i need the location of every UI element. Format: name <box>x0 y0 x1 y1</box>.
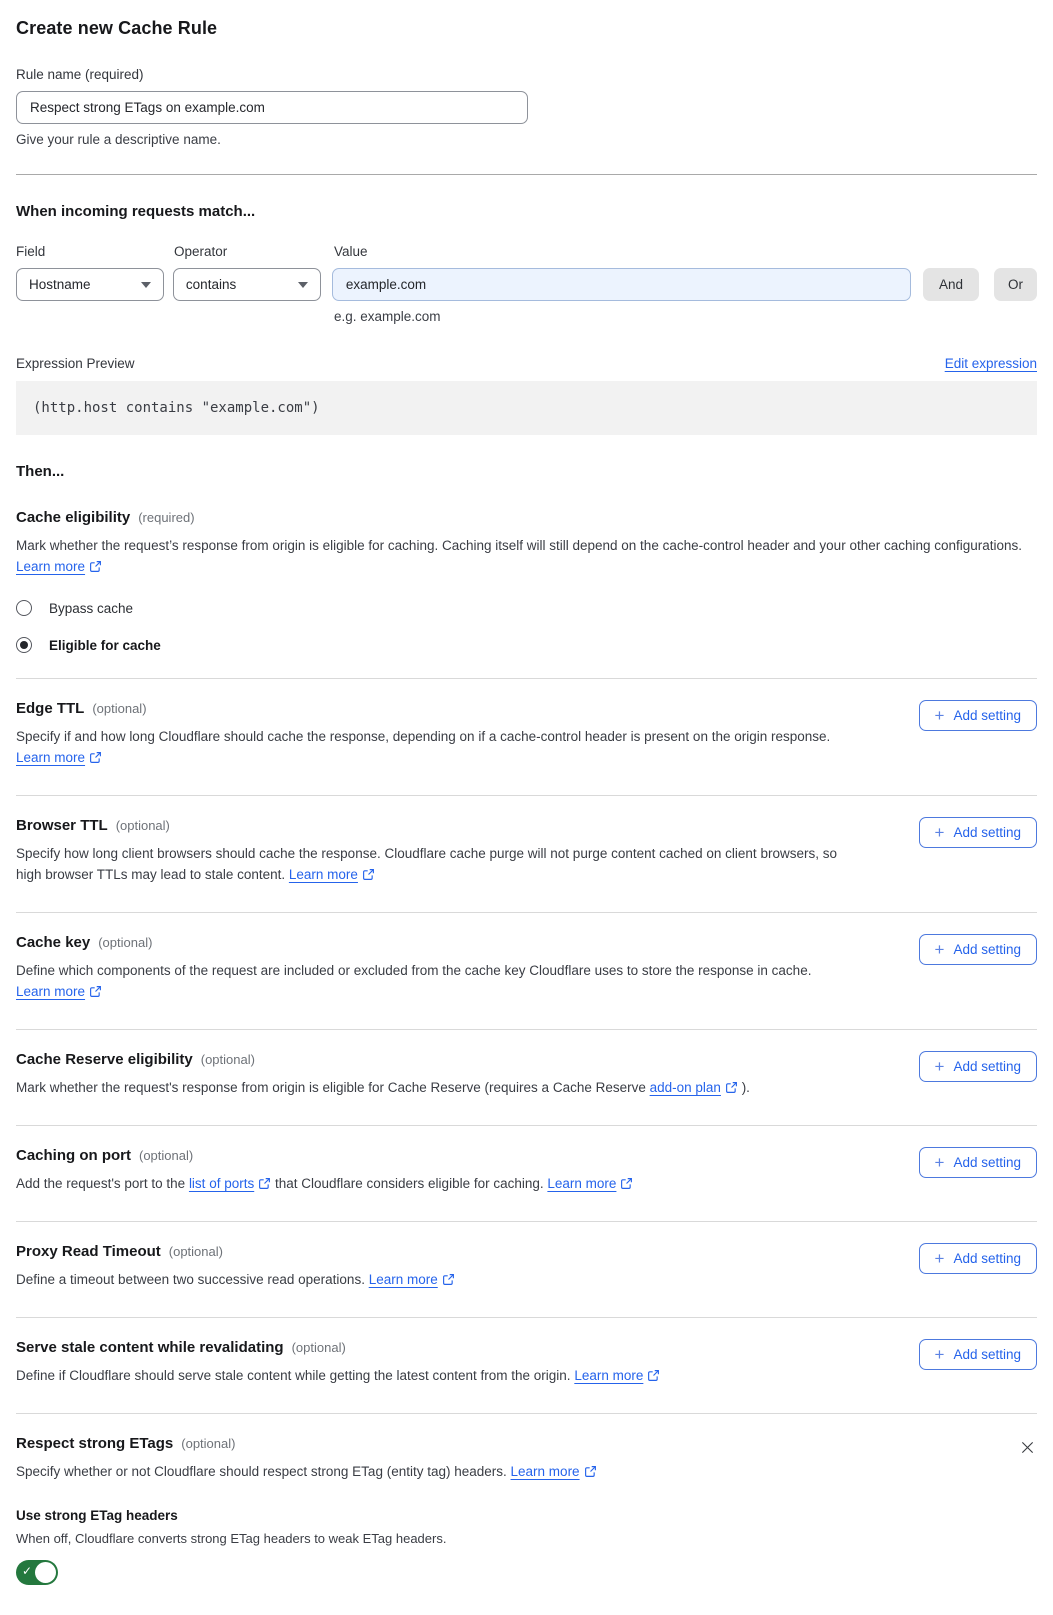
value-label: Value <box>334 244 368 259</box>
toggle-knob <box>35 1562 56 1583</box>
external-link-icon <box>89 985 102 998</box>
add-setting-label: Add setting <box>953 1059 1021 1074</box>
etag-optional-tag: (optional) <box>181 1436 236 1451</box>
setting-title: Caching on port <box>16 1147 131 1164</box>
cache-eligibility-description <box>16 535 1028 577</box>
plus-icon: + <box>934 1249 945 1268</box>
add-setting-button[interactable] <box>919 1051 1037 1082</box>
then-heading: Then... <box>16 463 65 480</box>
settings-list <box>16 678 1037 1414</box>
cache-eligibility-title: Cache eligibility <box>16 509 131 526</box>
strong-etag-toggle[interactable] <box>16 1560 58 1585</box>
operator-select[interactable] <box>173 268 321 301</box>
rule-name-helper: Give your rule a descriptive name. <box>16 132 221 147</box>
setting-description: Add the request's port to the list of ports that Cloudflare considers eligible for caching. Learn more <box>16 1173 633 1194</box>
plus-icon: + <box>934 823 945 842</box>
setting-row <box>16 796 1037 913</box>
plus-icon: + <box>934 940 945 959</box>
add-setting-label: Add setting <box>953 1155 1021 1170</box>
add-setting-label: Add setting <box>953 825 1021 840</box>
add-setting-button[interactable] <box>919 934 1037 965</box>
external-link-icon <box>258 1177 271 1190</box>
and-button[interactable]: And <box>923 268 979 301</box>
cache-eligibility-description-text: Mark whether the request’s response from origin is eligible for caching. Caching itself will still depend on the cache-control header and your other caching configurations. <box>16 538 1023 553</box>
setting-title: Browser TTL <box>16 817 108 834</box>
eligible-for-cache-radio[interactable] <box>16 637 1037 653</box>
expression-preview-label: Expression Preview <box>16 356 135 371</box>
setting-optional-tag: (optional) <box>139 1148 194 1163</box>
external-link-icon <box>89 751 102 764</box>
external-link-icon <box>442 1273 455 1286</box>
close-button[interactable] <box>1018 1438 1037 1460</box>
operator-select-value: contains <box>185 277 237 292</box>
add-setting-button[interactable] <box>919 817 1037 848</box>
setting-title: Cache key <box>16 934 91 951</box>
setting-description: Mark whether the request's response from origin is eligible for Cache Reserve (requires a Cache Reserve add-on plan ). <box>16 1080 750 1095</box>
setting-row <box>16 1222 1037 1318</box>
setting-title: Proxy Read Timeout <box>16 1243 161 1260</box>
setting-description: Define a timeout between two successive read operations. Learn more <box>16 1269 455 1290</box>
setting-optional-tag: (optional) <box>291 1340 346 1355</box>
external-link-icon <box>89 560 102 573</box>
setting-row <box>16 1030 1037 1126</box>
add-setting-label: Add setting <box>953 1251 1021 1266</box>
learn-more-link[interactable]: Learn more <box>368 1272 438 1287</box>
setting-optional-tag: (optional) <box>92 701 147 716</box>
match-labels <box>16 244 1037 259</box>
expression-code: (http.host contains "example.com") <box>16 381 1037 435</box>
external-link-icon <box>584 1465 597 1478</box>
setting-title: Serve stale content while revalidating <box>16 1339 284 1356</box>
rule-name-label: Rule name (required) <box>16 67 144 82</box>
value-helper: e.g. example.com <box>334 309 441 324</box>
setting-description: Define if Cloudflare should serve stale content while getting the latest content from the origin. Learn more <box>16 1365 660 1386</box>
setting-optional-tag: (optional) <box>98 935 153 950</box>
edit-expression-link[interactable]: Edit expression <box>944 356 1037 371</box>
learn-more-link[interactable]: Learn more <box>16 559 86 574</box>
learn-more-link[interactable]: Learn more <box>16 750 86 765</box>
radio-icon <box>16 637 32 653</box>
setting-optional-tag: (optional) <box>115 818 170 833</box>
match-heading: When incoming requests match... <box>16 203 256 220</box>
learn-more-link[interactable]: Learn more <box>547 1176 617 1191</box>
setting-title: Edge TTL <box>16 700 85 717</box>
learn-more-link[interactable]: Learn more <box>574 1368 644 1383</box>
add-setting-label: Add setting <box>953 942 1021 957</box>
page-title: Create new Cache Rule <box>16 18 218 38</box>
divider <box>16 174 1037 175</box>
field-select[interactable] <box>16 268 164 301</box>
setting-row <box>16 1126 1037 1222</box>
setting-title: Cache Reserve eligibility <box>16 1051 193 1068</box>
match-row <box>16 268 1037 301</box>
plus-icon: + <box>934 1153 945 1172</box>
setting-description: Define which components of the request are included or excluded from the cache key Cloudflare uses to store the response in cache. Learn more <box>16 963 812 999</box>
setting-optional-tag: (optional) <box>168 1244 223 1259</box>
etag-toggle-help: When off, Cloudflare converts strong ETag headers to weak ETag headers. <box>16 1531 447 1546</box>
learn-more-link[interactable]: Learn more <box>16 984 86 999</box>
radio-label: Eligible for cache <box>49 637 161 653</box>
external-link-icon <box>725 1081 738 1094</box>
etag-description <box>16 1461 597 1482</box>
learn-more-link[interactable]: Learn more <box>288 867 358 882</box>
learn-more-link[interactable]: list of ports <box>188 1176 255 1191</box>
cache-eligibility-options <box>16 600 1037 653</box>
etag-title: Respect strong ETags <box>16 1435 174 1452</box>
add-setting-button[interactable] <box>919 700 1037 731</box>
learn-more-link[interactable]: add-on plan <box>649 1080 721 1095</box>
setting-description: Specify how long client browsers should cache the response. Cloudflare cache purge will not purge content cached on client browsers, so high browser TTLs may lead to stale content. Learn more <box>16 846 837 882</box>
add-setting-button[interactable] <box>919 1243 1037 1274</box>
plus-icon: + <box>934 1345 945 1364</box>
respect-strong-etags-section <box>16 1414 1037 1585</box>
add-setting-label: Add setting <box>953 708 1021 723</box>
rule-name-input[interactable] <box>16 91 528 124</box>
setting-row <box>16 913 1037 1030</box>
value-input[interactable] <box>332 268 911 301</box>
etag-description-text: Specify whether or not Cloudflare should respect strong ETag (entity tag) headers. <box>16 1464 511 1479</box>
setting-description: Specify if and how long Cloudflare should cache the response, depending on if a cache-control header is present on the origin response. Learn more <box>16 729 831 765</box>
external-link-icon <box>647 1369 660 1382</box>
check-icon: ✓ <box>22 1564 33 1578</box>
plus-icon: + <box>934 706 945 725</box>
external-link-icon <box>362 868 375 881</box>
etag-toggle-label: Use strong ETag headers <box>16 1508 178 1523</box>
radio-icon <box>16 600 32 616</box>
bypass-cache-radio[interactable] <box>16 600 1037 616</box>
field-label: Field <box>16 244 46 259</box>
radio-label: Bypass cache <box>49 600 134 616</box>
add-setting-label: Add setting <box>953 1347 1021 1362</box>
add-setting-button[interactable] <box>919 1147 1037 1178</box>
setting-row <box>16 1318 1037 1414</box>
learn-more-link[interactable]: Learn more <box>510 1464 580 1479</box>
field-select-value: Hostname <box>29 277 91 292</box>
operator-label: Operator <box>174 244 228 259</box>
external-link-icon <box>620 1177 633 1190</box>
plus-icon: + <box>934 1057 945 1076</box>
setting-optional-tag: (optional) <box>200 1052 255 1067</box>
required-tag: (required) <box>138 510 195 525</box>
chevron-down-icon <box>141 282 151 288</box>
chevron-down-icon <box>298 282 308 288</box>
close-icon <box>1020 1440 1035 1455</box>
or-button[interactable]: Or <box>994 268 1037 301</box>
setting-row <box>16 679 1037 796</box>
add-setting-button[interactable] <box>919 1339 1037 1370</box>
